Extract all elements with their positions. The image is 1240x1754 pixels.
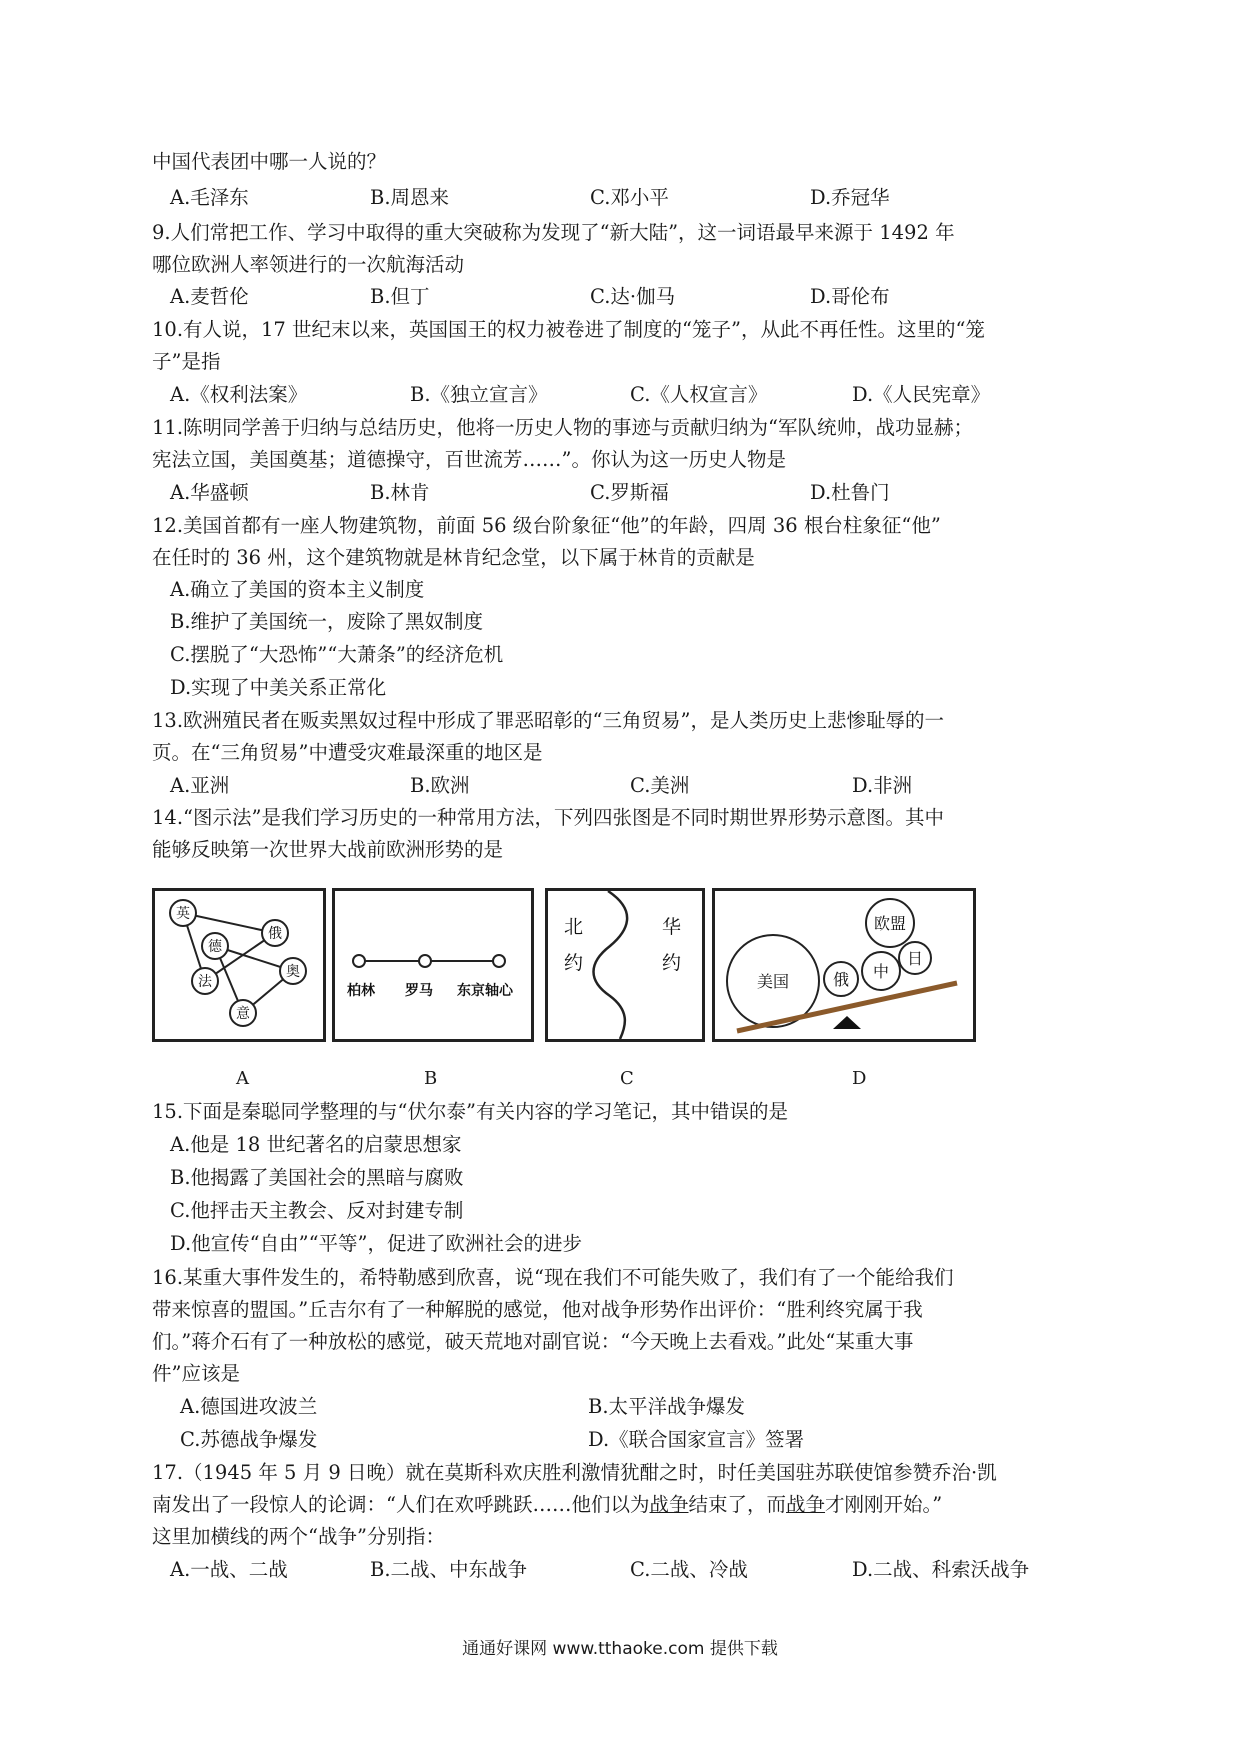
label-tokyo-axis: 东京轴心 bbox=[457, 983, 513, 999]
q13-stem-line-1: 13.欧洲殖民者在贩卖黑奴过程中形成了罪恶昭彰的“三角贸易”，是人类历史上悲惨耻辱的一 bbox=[152, 709, 944, 732]
q17-line2-part-b: 结束了，而 bbox=[688, 1493, 787, 1516]
q14-stem-line-2: 能够反映第一次世界大战前欧洲形势的是 bbox=[152, 838, 504, 861]
q10-option-b: B.《独立宣言》 bbox=[410, 383, 548, 406]
page-footer: 通通好课网 www.tthaoke.com 提供下载 bbox=[462, 1639, 778, 1659]
q8-option-c: C.邓小平 bbox=[590, 186, 669, 209]
q17-line2-part-a: 南发出了一段惊人的论调：“人们在欢呼跳跃……他们以为 bbox=[152, 1493, 650, 1516]
figure-d-caption: D bbox=[852, 1068, 867, 1089]
q9-stem-line-2: 哪位欧洲人率领进行的一次航海活动 bbox=[152, 253, 465, 276]
figure-b-caption: B bbox=[424, 1068, 438, 1089]
q16-option-d: D.《联合国家宣言》签署 bbox=[588, 1428, 805, 1451]
figure-a bbox=[152, 888, 326, 1042]
label-usa: 美国 bbox=[756, 972, 790, 991]
q11-option-b: B.林肯 bbox=[370, 481, 430, 504]
q16-stem-line-3: 们。”蒋介石有了一种放松的感觉，破天荒地对副官说：“今天晚上去看戏。”此处“某重大事 bbox=[152, 1330, 914, 1353]
label-rome: 罗马 bbox=[405, 983, 433, 999]
q9-option-c: C.达·伽马 bbox=[590, 285, 676, 308]
q10-stem-line-1: 10.有人说，17 世纪末以来，英国国王的权力被卷进了制度的“笼子”，从此不再任性。这里的“笼 bbox=[152, 318, 985, 341]
q12-option-c: C.摆脱了“大恐怖”“大萧条”的经济危机 bbox=[170, 643, 504, 666]
q12-option-a: A.确立了美国的资本主义制度 bbox=[170, 578, 425, 601]
q9-option-b: B.但丁 bbox=[370, 285, 430, 308]
q12-option-b: B.维护了美国统一，废除了黑奴制度 bbox=[170, 610, 484, 633]
q17-underlined-war-2: 战争 bbox=[786, 1493, 826, 1516]
q17-line2-part-c: 才刚刚开始。” bbox=[825, 1493, 943, 1516]
q8-option-d: D.乔冠华 bbox=[810, 186, 890, 209]
q17-stem-line-3: 这里加横线的两个“战争”分别指： bbox=[152, 1525, 445, 1548]
q16-stem-line-1: 16.某重大事件发生的，希特勒感到欣喜，说“现在我们不可能失败了，我们有了一个能给我们 bbox=[152, 1266, 954, 1289]
q10-option-a: A.《权利法案》 bbox=[170, 383, 308, 406]
q9-stem-line-1: 9.人们常把工作、学习中取得的重大突破称为发现了“新大陆”，这一词语最早来源于 1492 年 bbox=[152, 221, 955, 244]
label-eu: 欧盟 bbox=[873, 914, 907, 933]
q11-option-a: A.华盛顿 bbox=[170, 481, 249, 504]
figure-c-diagram bbox=[548, 891, 702, 1039]
q13-option-b: B.欧洲 bbox=[410, 774, 470, 797]
label-hua: 华 bbox=[662, 916, 682, 938]
q17-option-b: B.二战、中东战争 bbox=[370, 1558, 528, 1581]
q13-option-d: D.非洲 bbox=[852, 774, 913, 797]
q15-option-d: D.他宣传“自由”“平等”，促进了欧洲社会的进步 bbox=[170, 1232, 583, 1255]
label-japan: 日 bbox=[906, 949, 924, 968]
node-ao: 奥 bbox=[286, 964, 300, 980]
q17-stem-line-1: 17.（1945 年 5 月 9 日晚）就在莫斯科欢庆胜利激情犹酣之时，时任美国驻苏联使馆参赞乔治·凯 bbox=[152, 1461, 997, 1484]
q9-option-a: A.麦哲伦 bbox=[170, 285, 249, 308]
q14-stem-line-1: 14.“图示法”是我们学习历史的一种常用方法，下列四张图是不同时期世界形势示意图。其中 bbox=[152, 806, 944, 829]
q15-option-a: A.他是 18 世纪著名的启蒙思想家 bbox=[170, 1133, 462, 1156]
q17-option-c: C.二战、冷战 bbox=[630, 1558, 748, 1581]
q12-stem-line-1: 12.美国首都有一座人物建筑物，前面 56 级台阶象征“他”的年龄，四周 36 根台柱象征“他” bbox=[152, 514, 941, 537]
q17-stem-line-2 bbox=[152, 1493, 942, 1517]
q17-option-d: D.二战、科索沃战争 bbox=[852, 1558, 1030, 1581]
node-de: 德 bbox=[208, 939, 222, 955]
figure-b bbox=[332, 888, 534, 1042]
q9-option-d: D.哥伦布 bbox=[810, 285, 890, 308]
q15-option-b: B.他揭露了美国社会的黑暗与腐败 bbox=[170, 1166, 464, 1189]
q12-stem-line-2: 在任时的 36 州，这个建筑物就是林肯纪念堂，以下属于林肯的贡献是 bbox=[152, 546, 755, 569]
q8-stem: 中国代表团中哪一人说的？ bbox=[152, 150, 387, 173]
figure-b-diagram bbox=[335, 891, 531, 1039]
q16-option-b: B.太平洋战争爆发 bbox=[588, 1395, 746, 1418]
q10-option-c: C.《人权宣言》 bbox=[630, 383, 768, 406]
label-berlin: 柏林 bbox=[347, 983, 375, 999]
q15-option-c: C.他抨击天主教会、反对封建专制 bbox=[170, 1199, 464, 1222]
label-china: 中 bbox=[872, 962, 890, 981]
node-fa: 法 bbox=[198, 974, 212, 990]
node-yi: 意 bbox=[236, 1006, 250, 1022]
q13-option-c: C.美洲 bbox=[630, 774, 690, 797]
node-ying: 英 bbox=[176, 906, 190, 922]
label-yue-right: 约 bbox=[662, 952, 682, 974]
q16-option-c: C.苏德战争爆发 bbox=[180, 1428, 318, 1451]
q11-option-d: D.杜鲁门 bbox=[810, 481, 890, 504]
q10-option-d: D.《人民宪章》 bbox=[852, 383, 991, 406]
figure-a-caption: A bbox=[236, 1068, 249, 1089]
q17-option-a: A.一战、二战 bbox=[170, 1558, 288, 1581]
figure-d bbox=[712, 888, 976, 1042]
q16-option-a: A.德国进攻波兰 bbox=[180, 1395, 318, 1418]
figure-c-caption: C bbox=[620, 1068, 634, 1089]
q11-stem-line-1: 11.陈明同学善于归纳与总结历史，他将一历史人物的事迹与贡献归纳为“军队统帅，战功显赫； bbox=[152, 416, 973, 439]
q10-stem-line-2: 子”是指 bbox=[152, 350, 221, 373]
figure-d-diagram bbox=[715, 891, 973, 1039]
q16-stem-line-4: 件”应该是 bbox=[152, 1362, 240, 1385]
q12-option-d: D.实现了中美关系正常化 bbox=[170, 676, 387, 699]
node-e: 俄 bbox=[268, 926, 282, 942]
q8-option-a: A.毛泽东 bbox=[170, 186, 249, 209]
label-bei: 北 bbox=[564, 916, 584, 938]
q17-underlined-war-1: 战争 bbox=[649, 1493, 689, 1516]
figure-a-diagram bbox=[155, 891, 323, 1039]
q13-stem-line-2: 页。在“三角贸易”中遭受灾难最深重的地区是 bbox=[152, 741, 543, 764]
label-yue-left: 约 bbox=[564, 952, 584, 974]
q11-option-c: C.罗斯福 bbox=[590, 481, 669, 504]
label-russia: 俄 bbox=[832, 970, 850, 989]
q8-option-b: B.周恩来 bbox=[370, 186, 450, 209]
q11-stem-line-2: 宪法立国，美国奠基；道德操守，百世流芳……”。你认为这一历史人物是 bbox=[152, 448, 786, 471]
figure-c bbox=[545, 888, 705, 1042]
q16-stem-line-2: 带来惊喜的盟国。”丘吉尔有了一种解脱的感觉，他对战争形势作出评价：“胜利终究属于我 bbox=[152, 1298, 923, 1321]
q13-option-a: A.亚洲 bbox=[170, 774, 230, 797]
q15-stem: 15.下面是秦聪同学整理的与“伏尔泰”有关内容的学习笔记，其中错误的是 bbox=[152, 1100, 788, 1123]
